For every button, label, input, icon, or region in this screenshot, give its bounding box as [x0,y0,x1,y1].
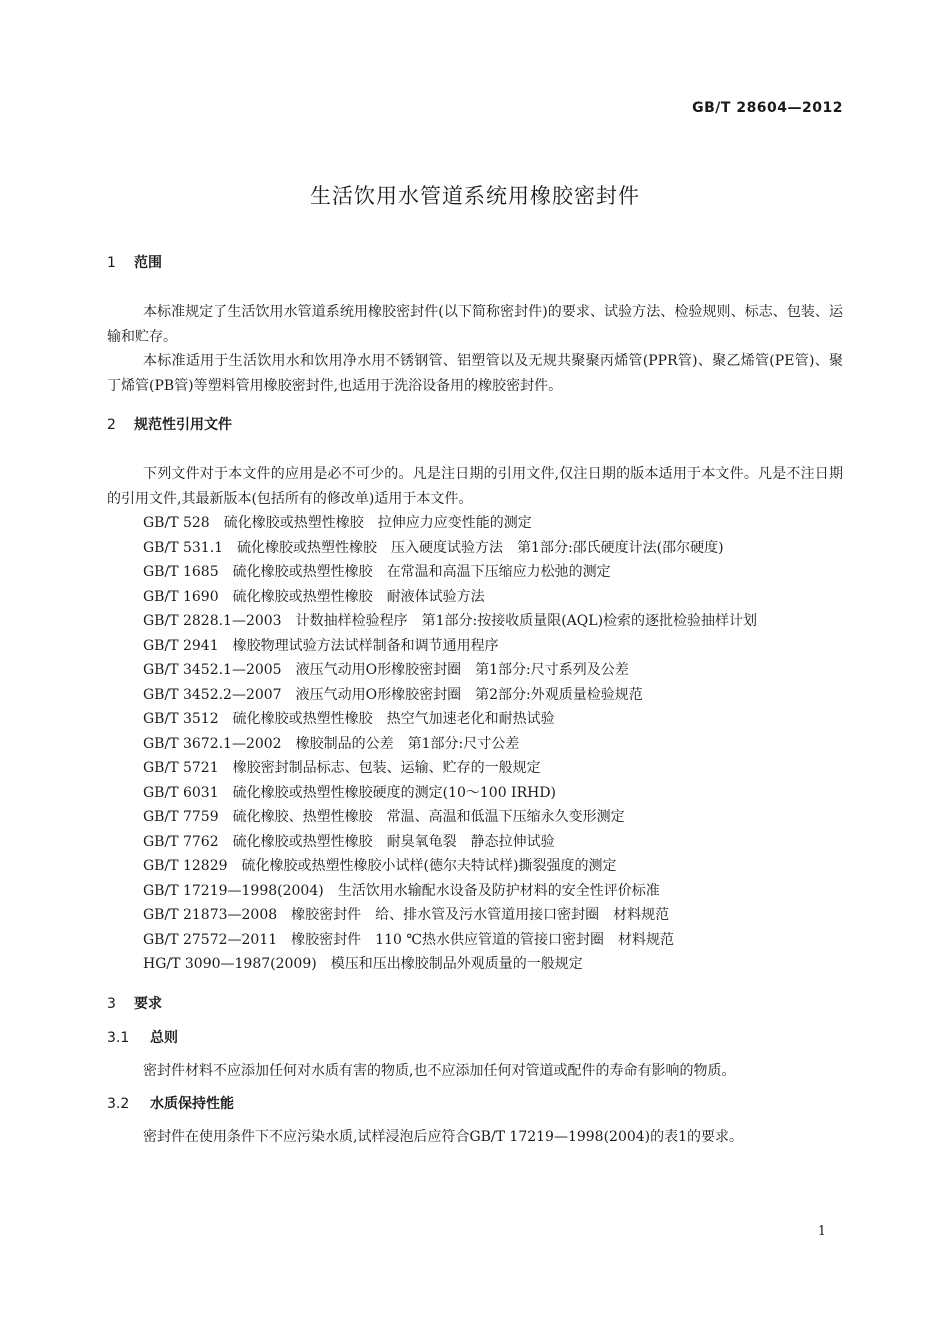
reference-code: GB/T 1685 [143,564,219,580]
reference-item [107,805,843,830]
section-title: 要求 [134,995,162,1012]
reference-item [107,536,843,561]
reference-title: 硫化橡胶或热塑性橡胶 拉伸应力应变性能的测定 [223,515,532,531]
reference-code: GB/T 6031 [143,784,219,801]
reference-item [107,560,843,585]
reference-code: GB/T 12829 [143,858,228,874]
subsection-number: 3.1 [107,1029,130,1046]
reference-title: 橡胶密封件 给、排水管及污水管道用接口密封圈 材料规范 [291,907,670,923]
reference-title: 硫化橡胶或热塑性橡胶 热空气加速老化和耐热试验 [232,711,555,727]
reference-title: 橡胶物理试验方法试样制备和调节通用程序 [232,637,499,654]
reference-item [107,609,843,634]
reference-title: 生活饮用水输配水设备及防护材料的安全性评价标准 [337,882,660,899]
reference-title: 液压气动用O形橡胶密封圈 第1部分:尺寸系列及公差 [295,662,629,678]
reference-code: GB/T 2828.1—2003 [143,613,282,629]
section-2-heading [107,412,843,438]
reference-item [107,903,843,928]
section-1-heading [107,250,843,276]
document-body [107,250,843,1150]
reference-item [107,634,843,659]
reference-code: GB/T 531.1 [143,539,224,556]
reference-code: GB/T 3452.2—2007 [143,686,282,703]
reference-code: GB/T 2941 [143,637,219,654]
section-title: 范围 [134,255,162,271]
reference-item [107,781,843,806]
section-number: 3 [107,995,116,1012]
reference-code: GB/T 3672.1—2002 [143,735,282,752]
reference-code: GB/T 27572—2011 [143,931,278,948]
reference-title: 硫化橡胶或热塑性橡胶 压入硬度试验方法 第1部分:邵氏硬度计法(邵尔硬度) [237,539,724,556]
reference-item [107,585,843,610]
reference-title: 计数抽样检验程序 第1部分:按接收质量限(AQL)检索的逐批检验抽样计划 [295,613,758,629]
reference-code: GB/T 17219—1998(2004) [143,882,324,899]
paragraph: 下列文件对于本文件的应用是必不可少的。凡是注日期的引用文件,仅注日期的版本适用于本文件。凡是不注日期的引用文件,其最新版本(包括所有的修改单)适用于本文件。 [107,466,843,507]
reference-code: GB/T 7762 [143,833,219,850]
reference-code: GB/T 3452.1—2005 [143,662,282,678]
section-3-heading [107,991,843,1017]
reference-title: 硫化橡胶、热塑性橡胶 常温、高温和低温下压缩永久变形测定 [232,809,625,825]
reference-title: 硫化橡胶或热塑性橡胶 在常温和高温下压缩应力松弛的测定 [232,564,611,580]
reference-code: GB/T 5721 [143,760,219,776]
reference-code: GB/T 528 [143,515,210,531]
standard-number: GB/T 28604—2012 [692,100,843,116]
reference-title: 橡胶制品的公差 第1部分:尺寸公差 [295,735,520,752]
reference-title: 模压和压出橡胶制品外观质量的一般规定 [330,956,583,972]
page-number: 1 [817,1224,826,1239]
paragraph: 密封件材料不应添加任何对水质有害的物质,也不应添加任何对管道或配件的寿命有影响的物质。 [143,1062,736,1079]
reference-item [107,756,843,781]
reference-code: GB/T 3512 [143,711,219,727]
section-title: 规范性引用文件 [134,417,232,433]
section-number: 2 [107,417,116,433]
reference-title: 液压气动用O形橡胶密封圈 第2部分:外观质量检验规范 [295,686,643,703]
reference-title: 硫化橡胶或热塑性橡胶小试样(德尔夫特试样)撕裂强度的测定 [241,858,617,874]
reference-code: GB/T 21873—2008 [143,907,278,923]
reference-item [107,854,843,879]
reference-item [107,511,843,536]
reference-code: GB/T 1690 [143,588,219,605]
subsection-title: 水质保持性能 [150,1096,234,1112]
paragraph: 密封件在使用条件下不应污染水质,试样浸泡后应符合GB/T 17219—1998(2004)的表1的要求。 [143,1129,744,1145]
reference-item [107,952,843,977]
reference-item [107,732,843,757]
subsection-3-1-heading [107,1025,843,1051]
reference-title: 硫化橡胶或热塑性橡胶硬度的测定(10～100 IRHD) [232,784,557,801]
reference-code: HG/T 3090—1987(2009) [143,956,317,972]
paragraph: 本标准规定了生活饮用水管道系统用橡胶密封件(以下简称密封件)的要求、试验方法、检验规则、标志、包装、运输和贮存。 [107,304,843,345]
reference-item [107,658,843,683]
document-title: 生活饮用水管道系统用橡胶密封件 [310,184,640,208]
subsection-title: 总则 [150,1029,178,1046]
reference-title: 硫化橡胶或热塑性橡胶 耐臭氧龟裂 静态拉伸试验 [232,833,555,850]
reference-title: 硫化橡胶或热塑性橡胶 耐液体试验方法 [232,588,485,605]
subsection-number: 3.2 [107,1096,130,1112]
reference-item [107,879,843,904]
reference-title: 橡胶密封件 110 ℃热水供应管道的管接口密封圈 材料规范 [291,931,674,948]
reference-code: GB/T 7759 [143,809,219,825]
section-number: 1 [107,255,116,271]
reference-item [107,683,843,708]
reference-item [107,928,843,953]
subsection-3-2-heading [107,1091,843,1117]
reference-item [107,830,843,855]
paragraph: 本标准适用于生活饮用水和饮用净水用不锈钢管、铝塑管以及无规共聚聚丙烯管(PPR管)、聚乙烯管(PE管)、聚丁烯管(PB管)等塑料管用橡胶密封件,也适用于洗浴设备用的橡胶密封件。 [107,353,843,394]
reference-title: 橡胶密封制品标志、包装、运输、贮存的一般规定 [232,760,541,776]
reference-item [107,707,843,732]
